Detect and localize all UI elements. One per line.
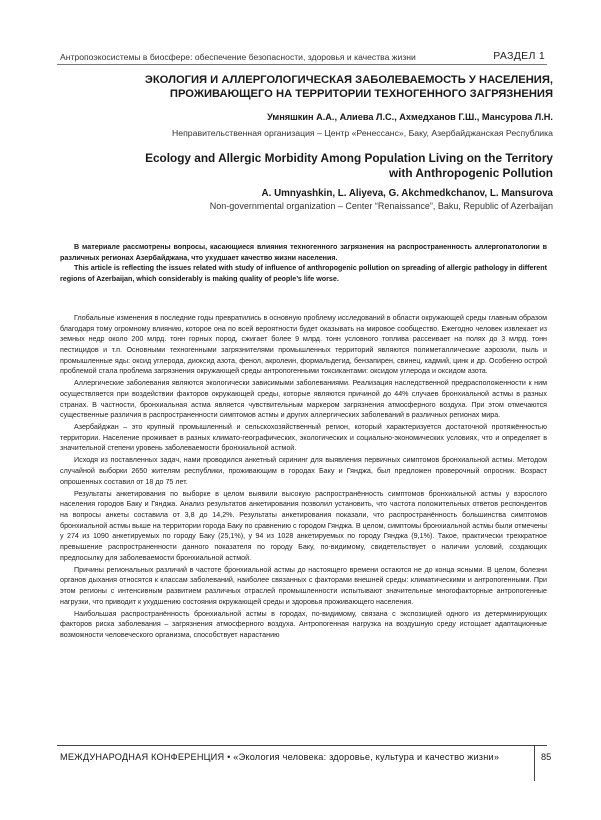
running-footer: [60, 752, 499, 762]
body-paragraph: Причины региональных различий в частоте бронхиальной астмы до настоящего времени остаются не до конца ясными. В целом, болезни органов дыхания относятся к классам заболеваний, наиболее связанных с факторами внешней среды: климатическими и антропогенными. При этом регионы с интенсивным развитием различных отраслей промышленности испытывают значительные многофакторные антропогенные нагрузки, что приводит к ухудшению состояния окружающей среды и здоровья проживающего населения.: [60, 565, 547, 606]
footer-divider: [57, 745, 547, 746]
article-title-en-line1: Ecology and Allergic Morbidity Among Population Living on the Territory: [145, 151, 553, 165]
body-paragraph: Аллергические заболевания являются экологически зависимыми заболеваниями. Реализация наследственной предрасположенности к ним осуществляется при воздействии факторов окружающей среды, которые являются причиной до 44% случаев бронхиальной астмы в разных странах. В частности, бронхиальная астма является чувствительным маркером загрязнения атмосферного воздуха. При этом отмечаются существенные различия в распространенности симптомов астмы и других аллергических заболеваний в различных регионах мира.: [60, 379, 547, 420]
conference-title: «Экология человека: здоровье, культура и качество жизни»: [233, 752, 500, 762]
affiliation-en: Non-governmental organization – Center “Renaissance”, Baku, Republic of Azerbaijan: [209, 201, 553, 211]
footer-bullet: •: [227, 752, 231, 762]
conference-name: МЕЖДУНАРОДНАЯ КОНФЕРЕНЦИЯ: [60, 752, 225, 762]
authors-ru: Умняшкин А.А., Алиева Л.С., Ахмедханов Г.Ш., Мансурова Л.Н.: [267, 112, 553, 122]
affiliation-ru: Неправительственная организация – Центр «Ренессанс», Баку, Азербайджанская Республика: [171, 128, 553, 138]
abstract-en: This article is reflecting the issues related with study of influence of anthropogenic pollution on spreading of allergic pathology in different regions of Azerbaijan, which considerably is making quality of people’s life worse.: [60, 264, 547, 283]
section-label: РАЗДЕЛ 1: [493, 50, 545, 62]
article-title-en: [40, 151, 553, 180]
header-divider: [57, 64, 547, 65]
running-header: Антропоэкосистемы в биосфере: обеспечение безопасности, здоровья и качества жизни: [60, 52, 416, 62]
abstract-ru: В материале рассмотрены вопросы, касающиеся влияния техногенного загрязнения на распространенность аллергопатологии в различных регионах Азербайджана, что ухудшает качество жизни населения.: [60, 243, 547, 262]
footer-vertical-divider: [534, 745, 535, 781]
body-paragraph: Глобальные изменения в последние годы превратились в основную проблему исследований в области окружающей среды главным образом благодаря тому огромному влиянию, которое она по всей вероятности будет оказывать на мировое сообщество. Ежегодно человек извлекает из земных недр около 200 млрд. тонн горных пород, сжигает более 9 млрд. тонн условного топлива рассеивает на полях до 3 млрд. тонн пестицидов и т.п. Основными техногенными загрязнителями промышленных территорий являются полиметаллические аэрозоли, пыль и промышленные яды: оксид углерода, диоксид азота, фенол, акролеин, формальдегид, бензапирен, свинец, кадмий, цинк и др. Особенно острой проблемой стала проблема загрязнения окружающей среды антропогенными токсикантами: оксидом углерода и оксидом азота.: [60, 314, 547, 376]
body-paragraph: Результаты анкетирования по выборке в целом выявили высокую распространённость симптомов бронхиальной астмы у взрослого населения городов Баку и Гянджа. Анализ результатов анкетирования позволил установить, что частота положительных ответов респондентов на вопросы анкеты составила от 3,8 до 14,2%. Результаты анкетирования показали, что распространённость большинства симптомов бронхиальной астмы выше на территории города Баку по сравнению с городом Гянджа. В целом, симптомы бронхиальной астмы были отмечены у 274 из 1090 анкетируемых по городу Баку (25,1%), у 94 из 1028 анкетируемых по городу Гянджа (9,1%). Такое, практически трехкратное превышение распространенности данного показателя по городу Баку, по-видимому, свидетельствует о наличии условий, создающих предпосылку для заболеваемости бронхиальной астмой.: [60, 489, 547, 562]
body-paragraph: Азербайджан – это крупный промышленный и сельскохозяйственный регион, который характеризуется достаточной протяжённостью территории. Население проживает в разных климато-географических, экологических и социально-экономических условиях, что и определяет в значительной степени уровень заболеваемости бронхиальной астмой.: [60, 423, 547, 453]
authors-en: A. Umnyashkin, L. Aliyeva, G. Akchmedkchanov, L. Mansurova: [261, 188, 553, 199]
body-paragraph: Исходя из поставленных задач, нами проводился анкетный скрининг для выявления первичных симптомов бронхиальной астмы. Методом случайной выборки 2650 жителям республики, проживающим в городах Баку и Гянджа, был предложен проверочный опросник. Возраст опрошенных составил от 18 до 75 лет.: [60, 456, 547, 486]
body-paragraph: Наибольшая распространённость бронхиальной астмы в городах, по-видимому, связана с экспозицией одного из детерминирующих факторов риска заболевания – загрязнения атмосферного воздуха. Антропогенная нагрузка на воздушную среду истощает адаптационные возможности человеческого организма, способствует нарастанию: [60, 609, 547, 639]
page-number: 85: [541, 752, 552, 762]
article-title-ru: [40, 74, 553, 101]
article-title-en-line2: with Anthropogenic Pollution: [388, 165, 553, 180]
article-title-ru-line2: ПРОЖИВАЮЩЕГО НА ТЕРРИТОРИИ ТЕХНОГЕННОГО ЗАГРЯЗНЕНИЯ: [169, 87, 553, 100]
article-title-ru-line1: ЭКОЛОГИЯ И АЛЛЕРГОЛОГИЧЕСКАЯ ЗАБОЛЕВАЕМОСТЬ У НАСЕЛЕНИЯ,: [144, 74, 553, 86]
abstract: [60, 242, 547, 284]
article-body: [60, 313, 547, 642]
